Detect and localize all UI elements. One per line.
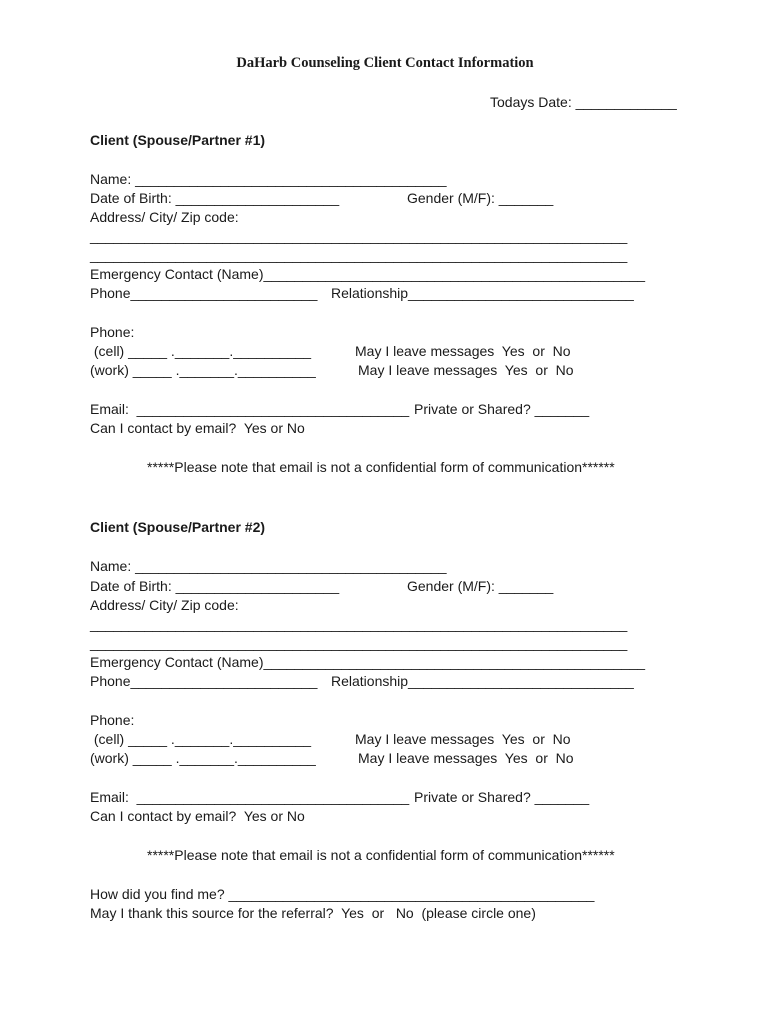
client-2-name-field[interactable]: Name: ________________________________________ (90, 558, 447, 574)
client-2-address-line-2[interactable]: _____________________________________________________________________ (90, 635, 628, 651)
client-1-phone-label: Phone: (90, 324, 135, 340)
client-1-dob-field[interactable]: Date of Birth: _____________________ (90, 190, 340, 206)
client-2-work-messages: May I leave messages Yes or No (358, 750, 574, 766)
client-2-work-field[interactable]: (work) _____ ._______.__________ (90, 750, 316, 766)
client-2-phone-label: Phone: (90, 712, 135, 728)
client-2-gender-field[interactable]: Gender (M/F): _______ (407, 578, 554, 594)
client-1-emergency-contact-field[interactable]: Emergency Contact (Name)_________________________________________________ (90, 266, 646, 282)
client-2-emergency-contact-field[interactable]: Emergency Contact (Name)_________________________________________________ (90, 654, 646, 670)
client-1-address-label: Address/ City/ Zip code: (90, 209, 239, 225)
client-1-relationship-field[interactable]: Relationship_____________________________ (331, 285, 634, 301)
client-1-work-field[interactable]: (work) _____ ._______.__________ (90, 362, 316, 378)
document-title: DaHarb Counseling Client Contact Information (236, 55, 534, 71)
client-1-contact-by-email: Can I contact by email? Yes or No (90, 420, 305, 436)
client-1-cell-messages: May I leave messages Yes or No (355, 343, 571, 359)
client-2-contact-by-email: Can I contact by email? Yes or No (90, 808, 305, 824)
client-2-email-field[interactable]: Email: ___________________________________ (90, 789, 410, 805)
referral-source-field[interactable]: How did you find me? _______________________________________________ (90, 886, 595, 902)
client-2-address-line-1[interactable]: _____________________________________________________________________ (90, 616, 628, 632)
todays-date-field[interactable]: Todays Date: _____________ (490, 94, 677, 110)
client-2-heading: Client (Spouse/Partner #2) (90, 519, 266, 535)
client-2-cell-messages: May I leave messages Yes or No (355, 731, 571, 747)
referral-thank-question: May I thank this source for the referral? Yes or No (please circle one) (90, 905, 536, 921)
client-1-work-messages: May I leave messages Yes or No (358, 362, 574, 378)
client-1-gender-field[interactable]: Gender (M/F): _______ (407, 190, 554, 206)
client-2-relationship-field[interactable]: Relationship_____________________________ (331, 673, 634, 689)
client-1-address-line-2[interactable]: _____________________________________________________________________ (90, 247, 628, 263)
client-1-address-line-1[interactable]: _____________________________________________________________________ (90, 228, 628, 244)
client-1-email-note: *****Please note that email is not a confidential form of communication****** (147, 459, 615, 475)
client-2-phone-field[interactable]: Phone________________________ (90, 673, 318, 689)
client-2-cell-field[interactable]: (cell) _____ ._______.__________ (90, 731, 312, 747)
client-2-private-shared-field[interactable]: Private or Shared? _______ (414, 789, 590, 805)
client-1-name-field[interactable]: Name: ________________________________________ (90, 171, 447, 187)
client-2-address-label: Address/ City/ Zip code: (90, 597, 239, 613)
client-1-cell-field[interactable]: (cell) _____ ._______.__________ (90, 343, 312, 359)
client-1-email-field[interactable]: Email: ___________________________________ (90, 401, 410, 417)
client-1-private-shared-field[interactable]: Private or Shared? _______ (414, 401, 590, 417)
client-1-phone-field[interactable]: Phone________________________ (90, 285, 318, 301)
client-2-email-note: *****Please note that email is not a confidential form of communication****** (147, 847, 615, 863)
client-2-dob-field[interactable]: Date of Birth: _____________________ (90, 578, 340, 594)
client-1-heading: Client (Spouse/Partner #1) (90, 132, 266, 148)
